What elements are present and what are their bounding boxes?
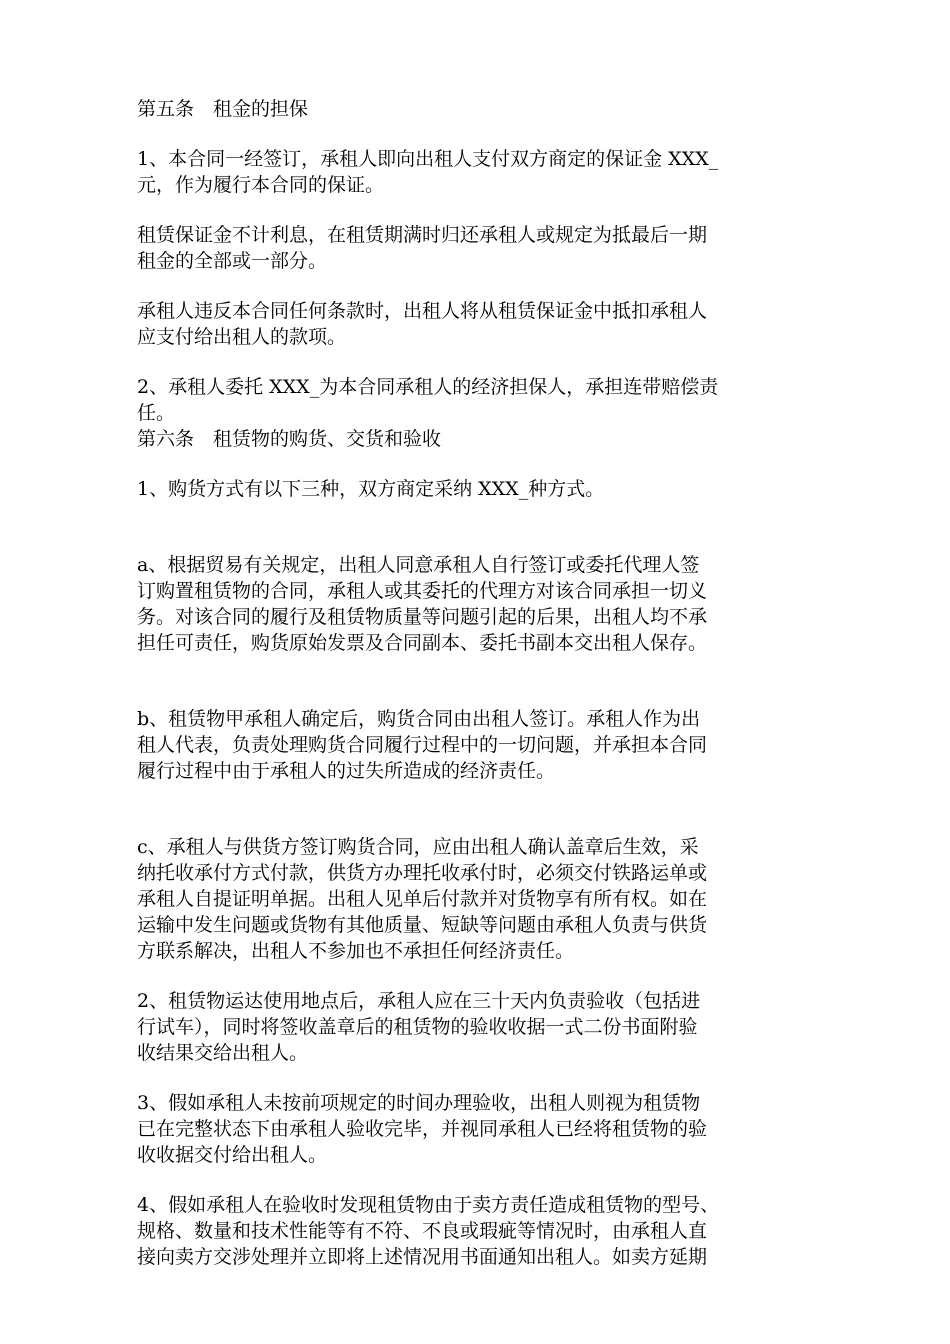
paragraph-deposit-interest xyxy=(137,222,827,274)
paragraph-method-b xyxy=(137,706,827,784)
text-line: 接向卖方交涉处理并立即将上述情况用书面通知出租人。如卖方延期 xyxy=(137,1246,708,1268)
text-line: 1、购货方式有以下三种，双方商定采纳 XXX_种方式。 xyxy=(137,478,605,500)
text-line: 订购置租赁物的合同，承租人或其委托的代理方对该合同承担一切义 xyxy=(137,580,708,602)
article-6-heading xyxy=(137,426,827,452)
text-line: 担任可责任，购货原始发票及合同副本、委托书副本交出租人保存。 xyxy=(137,632,708,654)
paragraph-gap xyxy=(137,1168,827,1192)
paragraph-gap xyxy=(137,452,827,476)
text-line: 第六条 租赁物的购货、交货和验收 xyxy=(137,428,442,450)
text-line: c、承租人与供货方签订购货合同，应由出租人确认盖章后生效，采 xyxy=(137,836,699,858)
paragraph-deposit-deduction xyxy=(137,298,827,350)
paragraph-gap xyxy=(137,198,827,222)
text-line: 务。对该合同的履行及租赁物质量等问题引起的后果，出租人均不承 xyxy=(137,606,708,628)
paragraph-gap xyxy=(137,964,827,988)
text-line: 纳托收承付方式付款，供货方办理托收承付时，必须交付铁路运单或 xyxy=(137,862,708,884)
paragraph-gap xyxy=(137,656,827,706)
paragraph-gap xyxy=(137,502,827,552)
text-line: 收收据交付给出租人。 xyxy=(137,1144,328,1166)
paragraph-method-c xyxy=(137,834,827,964)
text-line: 方联系解决，出租人不参加也不承担任何经济责任。 xyxy=(137,940,575,962)
paragraph-deposit xyxy=(137,146,827,198)
text-line: a、根据贸易有关规定，出租人同意承租人自行签订或委托代理人签 xyxy=(137,554,700,576)
text-line: 承租人自提证明单据。出租人见单后付款并对货物享有所有权。如在 xyxy=(137,888,708,910)
text-line: 行试车），同时将签收盖章后的租赁物的验收收据一式二份书面附验 xyxy=(137,1016,698,1038)
text-line: 已在完整状态下由承租人验收完毕，并视同承租人已经将租赁物的验 xyxy=(137,1118,708,1140)
text-line: 元，作为履行本合同的保证。 xyxy=(137,174,385,196)
text-line: 任。 xyxy=(137,402,176,424)
paragraph-guarantor xyxy=(137,374,827,426)
text-line: 承租人违反本合同任何条款时，出租人将从租赁保证金中抵扣承租人 xyxy=(137,300,708,322)
text-line: 2、租赁物运达使用地点后，承租人应在三十天内负责验收（包括进 xyxy=(137,990,701,1012)
paragraph-gap xyxy=(137,274,827,298)
text-line: 4、假如承租人在验收时发现租赁物由于卖方责任造成租赁物的型号、 xyxy=(137,1194,720,1216)
text-line: 1、本合同一经签订，承租人即向出租人支付双方商定的保证金 XXX_ xyxy=(137,148,719,170)
paragraph-acceptance xyxy=(137,988,827,1066)
paragraph-defects xyxy=(137,1192,827,1270)
paragraph-gap xyxy=(137,122,827,146)
paragraph-late-acceptance xyxy=(137,1090,827,1168)
text-line: 3、假如承租人未按前项规定的时间办理验收，出租人则视为租赁物 xyxy=(137,1092,701,1114)
paragraph-gap xyxy=(137,784,827,834)
text-line: 租人代表，负责处理购货合同履行过程中的一切问题，并承担本合同 xyxy=(137,734,708,756)
text-line: 租赁保证金不计利息，在租赁期满时归还承租人或规定为抵最后一期 xyxy=(137,224,708,246)
paragraph-method-a xyxy=(137,552,827,656)
paragraph-purchase-methods xyxy=(137,476,827,502)
text-line: 规格、数量和技术性能等有不符、不良或瑕疵等情况时，由承租人直 xyxy=(137,1220,708,1242)
paragraph-gap xyxy=(137,350,827,374)
text-line: b、租赁物甲承租人确定后，购货合同由出租人签订。承租人作为出 xyxy=(137,708,701,730)
text-line: 2、承租人委托 XXX_为本合同承租人的经济担保人，承担连带赔偿责 xyxy=(137,376,719,398)
document-page xyxy=(137,96,827,1270)
text-line: 履行过程中由于承租人的过失所造成的经济责任。 xyxy=(137,760,556,782)
text-line: 收结果交给出租人。 xyxy=(137,1042,309,1064)
article-5-heading xyxy=(137,96,827,122)
paragraph-gap xyxy=(137,1066,827,1090)
text-line: 应支付给出租人的款项。 xyxy=(137,326,347,348)
text-line: 租金的全部或一部分。 xyxy=(137,250,328,272)
text-line: 运输中发生问题或货物有其他质量、短缺等问题由承租人负责与供货 xyxy=(137,914,708,936)
text-line: 第五条 租金的担保 xyxy=(137,98,309,120)
